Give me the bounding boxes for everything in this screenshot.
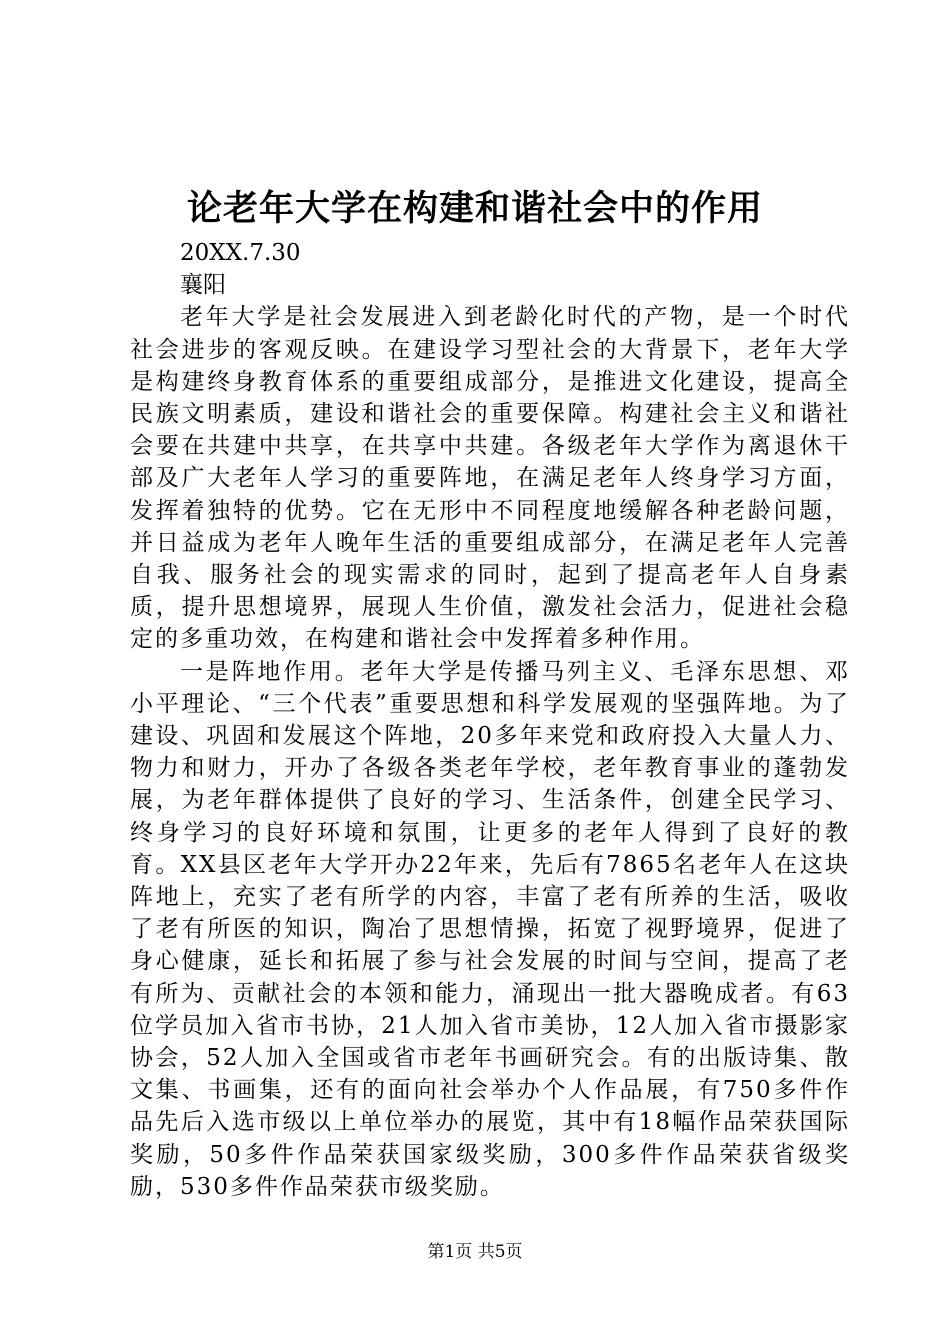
document-body: [130, 237, 850, 1203]
document-place: 襄阳: [180, 272, 226, 299]
paragraph-position-role: 一是阵地作用。老年大学是传播马列主义、毛泽东思想、邓小平理论、“三个代表”重要思想和科学发展观的坚强阵地。为了建设、巩固和发展这个阵地，20多年来党和政府投入大量人力、物力和财力，开办了各级各类老年学校，老年教育事业的蓬勃发展，为老年群体提供了良好的学习、生活条件，创建全民学习、终身学习的良好环境和氛围，让更多的老年人得到了良好的教育。XX县区老年大学开办22年来，先后有7865名老年人在这块阵地上，充实了老有所学的内容，丰富了老有所养的生活，吸收了老有所医的知识，陶冶了思想情操，拓宽了视野境界，促进了身心健康，延长和拓展了参与社会发展的时间与空间，提高了老有所为、贡献社会的本领和能力，涌现出一批大器晚成者。有63位学员加入省市书协，21人加入省市美协，12人加入省市摄影家协会，52人加入全国或省市老年书画研究会。有的出版诗集、散文集、书画集，还有的面向社会举办个人作品展，有750多件作品先后入选市级以上单位举办的展览，其中有18幅作品荣获国际奖励，50多件作品荣获国家级奖励，300多件作品荣获省级奖励，530多件作品荣获市级奖励。: [130, 658, 850, 1200]
page-footer: 第1页 共5页: [427, 1242, 523, 1262]
document-date: 20XX.7.30: [180, 240, 301, 266]
paragraph-intro: 老年大学是社会发展进入到老龄化时代的产物，是一个时代社会进步的客观反映。在建设学习型社会的大背景下，老年大学是构建终身教育体系的重要组成部分，是推进文化建设，提高全民族文明素质，建设和谐社会的重要保障。构建社会主义和谐社会要在共建中共享，在共享中共建。各级老年大学作为离退休干部及广大老年人学习的重要阵地，在满足老年人终身学习方面，发挥着独特的优势。它在无形中不同程度地缓解各种老龄问题，并日益成为老年人晚年生活的重要组成部分，在满足老年人完善自我、服务社会的现实需求的同时，起到了提高老年人自身素质，提升思想境界，展现人生价值，激发社会活力，促进社会稳定的多重功效，在构建和谐社会中发挥着多种作用。: [130, 304, 850, 653]
document-title: 论老年大学在构建和谐社会中的作用: [186, 188, 763, 229]
